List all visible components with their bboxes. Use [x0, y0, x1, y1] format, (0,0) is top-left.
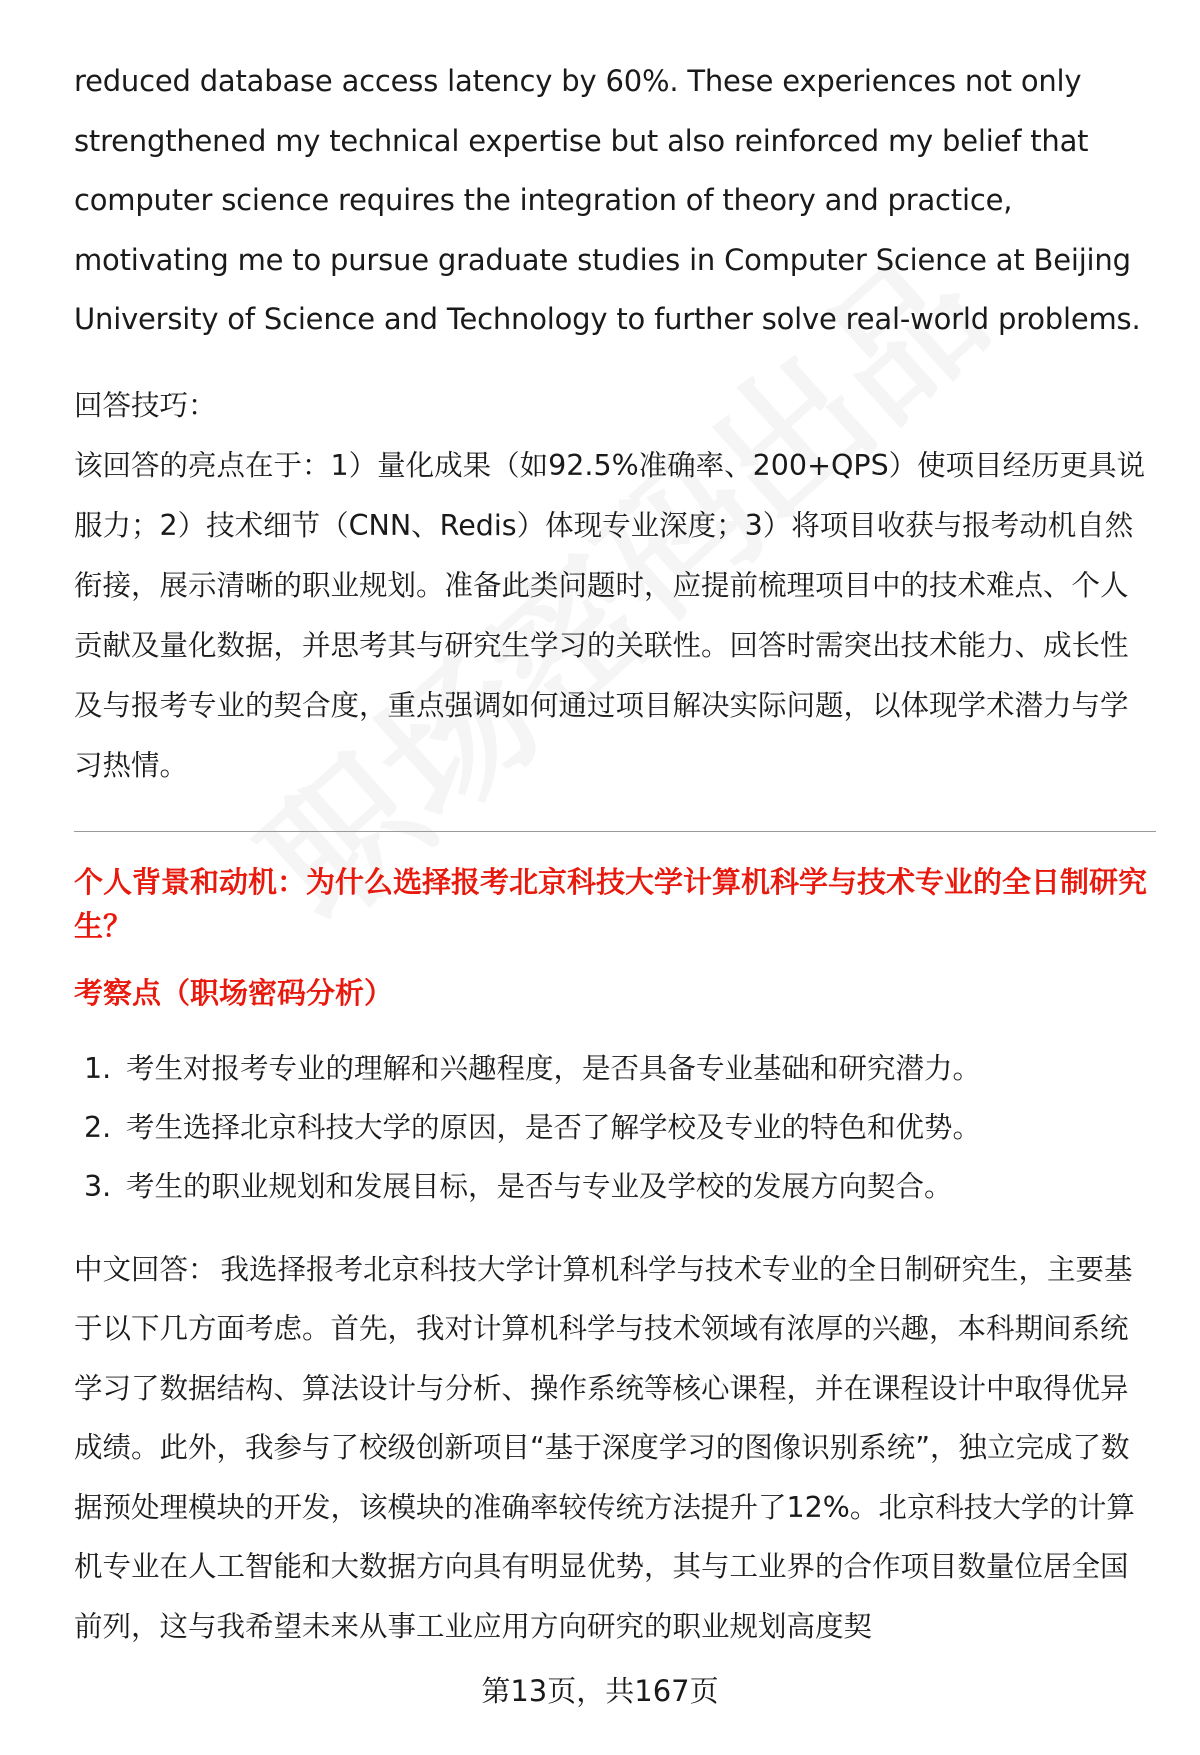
list-item-text: 考生对报考专业的理解和兴趣程度，是否具备专业基础和研究潜力。: [126, 1051, 982, 1085]
section-divider: [74, 831, 1156, 832]
list-item: [74, 1157, 1156, 1216]
page-number: 第13页，共167页: [481, 1674, 719, 1708]
tips-body: 该回答的亮点在于：1）量化成果（如92.5%准确率、200+QPS）使项目经历更具说服力；2）技术细节（CNN、Redis）体现专业深度；3）将项目收获与报考动机自然衔接，展示清晰的职业规划。准备此类问题时，应提前梳理项目中的技术难点、个人贡献及量化数据，并思考其与研究生学习的关联性。回答时需突出技术能力、成长性及与报考专业的契合度，重点强调如何通过项目解决实际问题，以体现学术潜力与学习热情。: [74, 448, 1146, 782]
answer-paragraph: [74, 1240, 1156, 1657]
list-item-number: 1.: [84, 1051, 112, 1085]
question-heading: 个人背景和动机：为什么选择报考北京科技大学计算机科学与技术专业的全日制研究生？: [74, 864, 1148, 943]
intro-paragraph: reduced database access latency by 60%. These experiences not only strengthened my technical expertise but also reinforced my belief that computer science requires the integration of theory and practice, motivating me to pursue graduate studies in Computer Science at Beijing University of Science and Technology to further solve real-world problems.: [74, 64, 1141, 336]
list-item-text: 考生选择北京科技大学的原因，是否了解学校及专业的特色和优势。: [126, 1110, 982, 1144]
examination-heading: 考察点（职场密码分析）: [74, 975, 394, 1010]
list-item-number: 3.: [84, 1169, 112, 1203]
list-item-number: 2.: [84, 1110, 112, 1144]
list-item: [74, 1039, 1156, 1098]
answer-label: 中文回答：: [74, 1252, 217, 1286]
list-item-text: 考生的职业规划和发展目标，是否与专业及学校的发展方向契合。: [126, 1169, 953, 1203]
document-page: [74, 52, 1156, 1656]
examination-points-list: [74, 1039, 1156, 1216]
list-item: [74, 1098, 1156, 1157]
tips-label: 回答技巧：: [74, 388, 217, 422]
answer-body: 我选择报考北京科技大学计算机科学与技术专业的全日制研究生，主要基于以下几方面考虑。首先，我对计算机科学与技术领域有浓厚的兴趣，本科期间系统学习了数据结构、算法设计与分析、操作系统等核心课程，并在课程设计中取得优异成绩。此外，我参与了校级创新项目“基于深度学习的图像识别系统”，独立完成了数据预处理模块的开发，该模块的准确率较传统方法提升了12%。北京科技大学的计算机专业在人工智能和大数据方向具有明显优势，其与工业界的合作项目数量位居全国前列，这与我希望未来从事工业应用方向研究的职业规划高度契: [74, 1252, 1135, 1643]
